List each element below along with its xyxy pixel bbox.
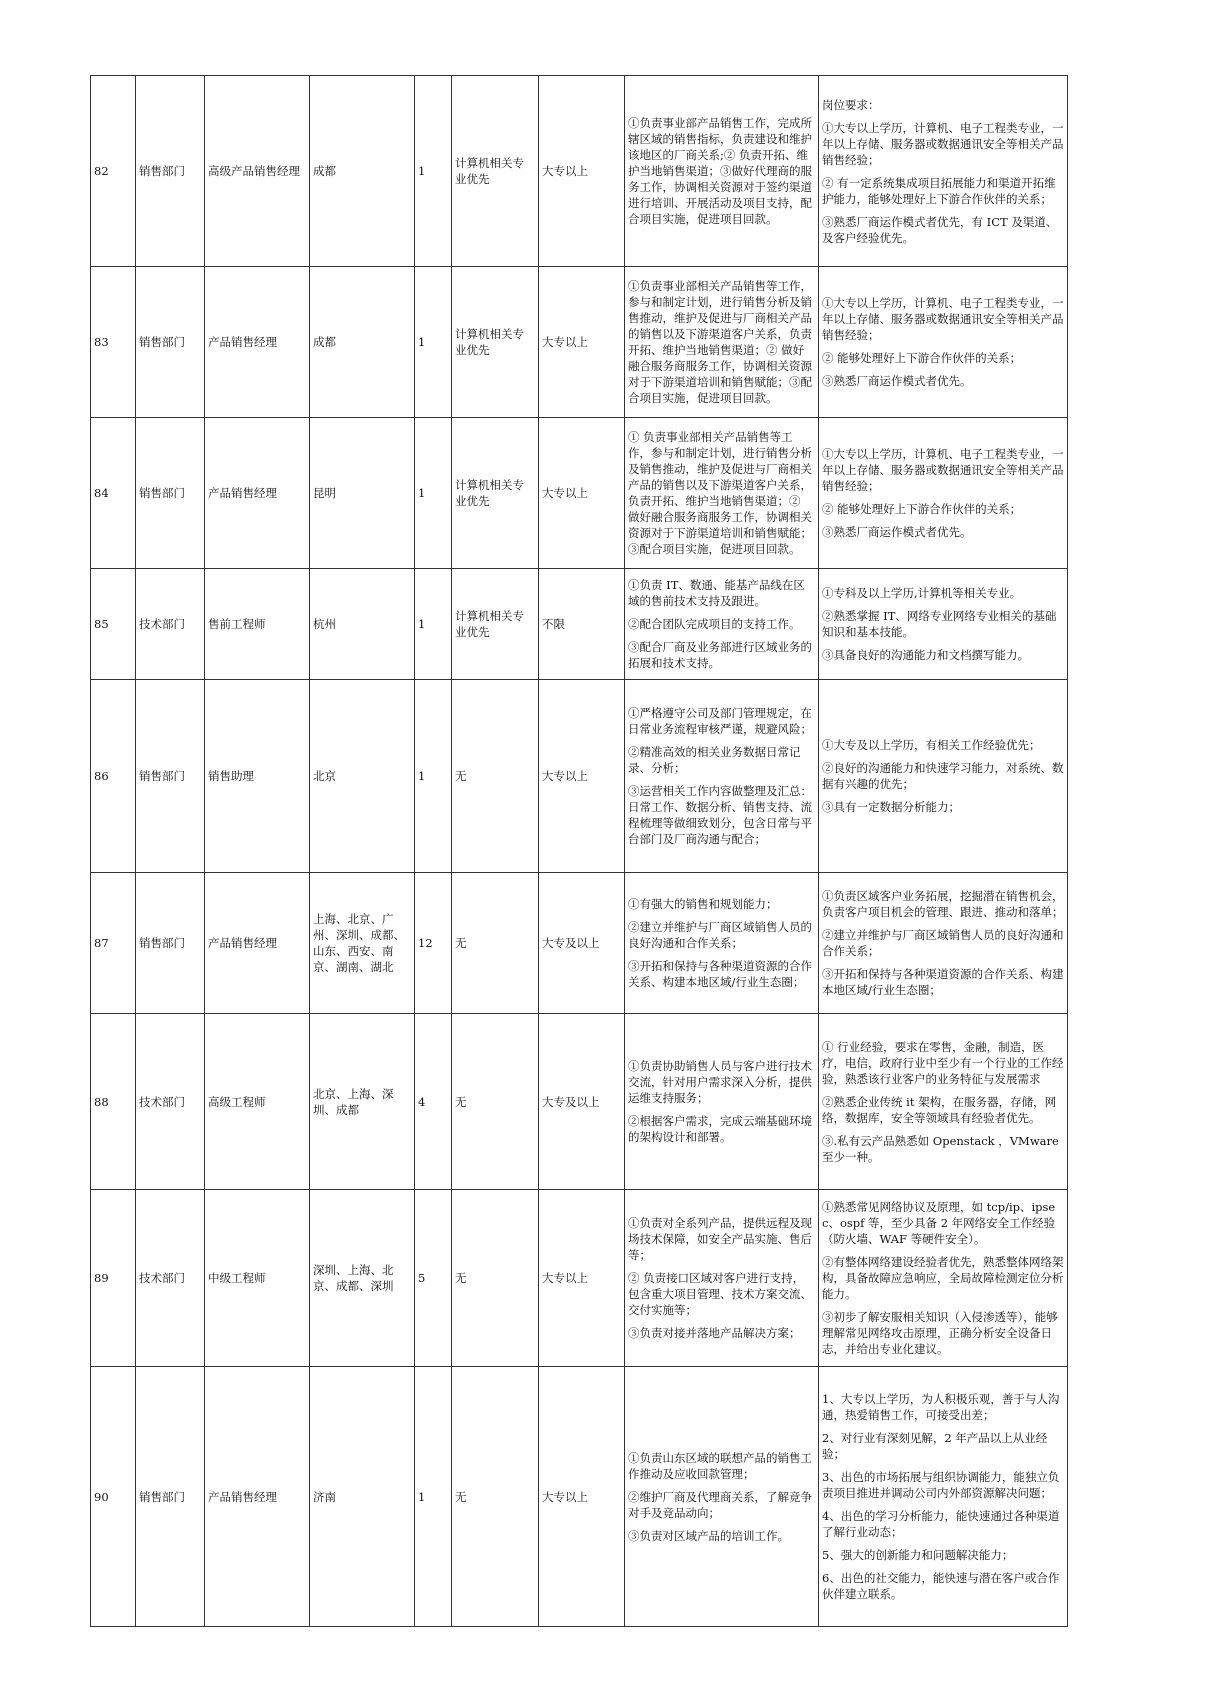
requirement-item: ③初步了解安服相关知识（入侵渗透等），能够理解常见网络攻击原理，正确分析安全设备日志，并给出专业化建议。 (822, 1310, 1058, 1356)
requirement-item: ② 有一定系统集成项目拓展能力和渠道开拓维护能力，能够处理好上下游合作伙伴的关系； (822, 175, 1056, 206)
major-cell: 无 (452, 1190, 539, 1367)
job-title-cell: 产品销售经理 (205, 873, 310, 1014)
requirement-item: 2、对行业有深刻见解，2 年产品以上从业经验； (822, 1431, 1048, 1461)
major-cell: 无 (452, 1014, 539, 1190)
requirement-item: ①大专及以上学历，有相关工作经验优先； (822, 738, 1041, 752)
row-number: 86 (91, 680, 136, 873)
duty-item: ③开拓和保持与各种渠道资源的合作关系、构建本地区域/行业生态圈； (628, 959, 812, 989)
department-cell: 销售部门 (136, 873, 205, 1014)
row-number: 87 (91, 873, 136, 1014)
location-cell: 北京 (310, 680, 415, 873)
requirement-item: 6、出色的社交能力，能快速与潜在客户或合作伙伴建立联系。 (822, 1571, 1060, 1601)
table-row (91, 418, 1068, 569)
department-cell: 销售部门 (136, 267, 205, 418)
requirement-item: ①大专以上学历，计算机、电子工程类专业，一年以上存储、服务器或数据通讯安全等相关产品销售经验； (822, 120, 1064, 167)
requirement-item: ① 行业经验，要求在零售，金融，制造，医疗，电信，政府行业中至少有一个行业的工作经验，熟悉该行业客户的业务特征与发展需求 (822, 1039, 1064, 1086)
duties-cell (625, 1190, 819, 1367)
education-cell: 大专以上 (539, 76, 625, 267)
table-row (91, 680, 1068, 873)
row-number: 90 (91, 1367, 136, 1627)
headcount-cell: 5 (415, 1190, 452, 1367)
education-cell: 大专及以上 (539, 873, 625, 1014)
duty-item: ①负责对全系列产品，提供远程及现场技术保障，如安全产品实施、售后等； (628, 1216, 812, 1262)
major-cell: 无 (452, 873, 539, 1014)
table-row (91, 569, 1068, 680)
requirement-item: 4、出色的学习分析能力，能快速通过各种渠道了解行业动态； (822, 1509, 1060, 1539)
duty-item: ③配合厂商及业务部进行区域业务的拓展和技术支持。 (628, 640, 812, 670)
headcount-cell: 1 (415, 267, 452, 418)
duties-cell (625, 1014, 819, 1190)
location-cell: 成都 (310, 76, 415, 267)
location-cell: 上海、北京、广州、深圳、成都、山东、西安、南京、湖南、湖北 (310, 873, 415, 1014)
duty-item: ①有强大的销售和规划能力； (628, 897, 778, 911)
duty-item: ①负责山东区域的联想产品的销售工作推动及应收回款管理； (628, 1450, 812, 1481)
requirement-item: ②有整体网络建设经验者优先，熟悉整体网络架构，具备故障应急响应，全局故障检测定位分析能力。 (822, 1255, 1064, 1301)
location-cell: 杭州 (310, 569, 415, 680)
requirement-item: ③熟悉厂商运作模式者优先。 (822, 525, 972, 539)
duty-item: ①负责 IT、数通、能基产品线在区域的售前技术支持及跟进。 (628, 578, 805, 608)
duty-item: ②建立并维护与厂商区域销售人员的良好沟通和合作关系； (628, 920, 812, 950)
location-cell: 成都 (310, 267, 415, 418)
duty-item: ②维护厂商及代理商关系，了解竞争对手及竞品动向； (628, 1489, 812, 1520)
requirement-item: ①熟悉常见网络协议及原理，如 tcp/ip、ipsec、ospf 等，至少具备 2 年网络安全工作经验（防火墙、WAF 等硬件安全）。 (822, 1200, 1056, 1246)
requirement-item: ②熟悉掌握 IT、网络专业网络专业相关的基础知识和基本技能。 (822, 609, 1057, 639)
requirement-item: ②良好的沟通能力和快速学习能力，对系统、数据有兴趣的优先； (822, 761, 1064, 791)
education-cell: 大专以上 (539, 1367, 625, 1627)
requirement-item: ③具备良好的沟通能力和文档撰写能力。 (822, 648, 1029, 662)
job-title-cell: 产品销售经理 (205, 267, 310, 418)
job-title-cell: 产品销售经理 (205, 1367, 310, 1627)
requirement-item: ③开拓和保持与各种渠道资源的合作关系、构建本地区域/行业生态圈； (822, 967, 1064, 997)
duties-cell (625, 873, 819, 1014)
department-cell: 销售部门 (136, 680, 205, 873)
job-title-cell: 高级产品销售经理 (205, 76, 310, 267)
requirement-item: ② 能够处理好上下游合作伙伴的关系； (822, 351, 1022, 365)
headcount-cell: 1 (415, 418, 452, 569)
major-cell: 计算机相关专业优先 (452, 267, 539, 418)
department-cell: 销售部门 (136, 418, 205, 569)
table-row (91, 267, 1068, 418)
job-title-cell: 产品销售经理 (205, 418, 310, 569)
requirement-item: ② 能够处理好上下游合作伙伴的关系； (822, 502, 1022, 516)
headcount-cell: 12 (415, 873, 452, 1014)
requirement-item: ③熟悉厂商运作模式者优先。 (822, 374, 972, 388)
duties-cell (625, 267, 819, 418)
headcount-cell: 1 (415, 569, 452, 680)
headcount-cell: 1 (415, 680, 452, 873)
row-number: 82 (91, 76, 136, 267)
headcount-cell: 4 (415, 1014, 452, 1190)
duties-cell (625, 569, 819, 680)
department-cell: 销售部门 (136, 76, 205, 267)
table-row (91, 76, 1068, 267)
requirement-item: ①负责区域客户业务拓展，挖掘潜在销售机会，负责客户项目机会的管理、跟进、推动和落单； (822, 889, 1064, 919)
job-title-cell: 中级工程师 (205, 1190, 310, 1367)
major-cell: 计算机相关专业优先 (452, 76, 539, 267)
duty-item: ①负责协助销售人员与客户进行技术交流，针对用户需求深入分析，提供运维支持服务； (628, 1059, 812, 1105)
row-number: 84 (91, 418, 136, 569)
job-title-cell: 销售助理 (205, 680, 310, 873)
requirement-item: ③.私有云产品熟悉如 Openstack ，VMware 至少一种。 (822, 1133, 1059, 1164)
requirements-cell (819, 680, 1068, 873)
requirements-cell (819, 1367, 1068, 1627)
requirements-cell (819, 1014, 1068, 1190)
department-cell: 销售部门 (136, 1367, 205, 1627)
requirement-item: 5、强大的创新能力和问题解决能力； (822, 1548, 1014, 1562)
requirement-item: 1、大专以上学历，为人积极乐观，善于与人沟通，热爱销售工作，可接受出差； (822, 1392, 1060, 1422)
duty-item: ① 负责事业部相关产品销售等工作，参与和制定计划，进行销售分析及销售推动，维护及促进与厂商相关产品的销售以及下游渠道客户关系，负责开拓、维护当地销售渠道；② 做好融合服务商服务工作，协调相关资源对于下游渠道培训和销售赋能；③配合项目实施，促进项目回款。 (628, 430, 812, 556)
location-cell: 深圳、上海、北京、成都、深圳 (310, 1190, 415, 1367)
duties-cell (625, 76, 819, 267)
duty-item: ①严格遵守公司及部门管理规定，在日常业务流程审核严谨，规避风险； (628, 706, 812, 736)
education-cell: 大专及以上 (539, 1014, 625, 1190)
duty-item: ①负责事业部产品销售工作，完成所辖区域的销售指标，负责建设和维护该地区的厂商关系;② 负责开拓、维护当地销售渠道；③做好代理商的服务工作，协调相关资源对于签约渠道进行培训、开展活动及项目支持，配合项目实施，促进项目回款。 (628, 116, 812, 226)
headcount-cell: 1 (415, 76, 452, 267)
duty-item: ②精准高效的相关业务数据日常记录、分析； (628, 745, 801, 775)
table-row (91, 1190, 1068, 1367)
headcount-cell: 1 (415, 1367, 452, 1627)
location-cell: 济南 (310, 1367, 415, 1627)
major-cell: 无 (452, 680, 539, 873)
duty-item: ③负责对接并落地产品解决方案； (628, 1326, 801, 1340)
department-cell: 技术部门 (136, 1190, 205, 1367)
requirement-item: ①大专以上学历，计算机、电子工程类专业，一年以上存储、服务器或数据通讯安全等相关产品销售经验； (822, 447, 1064, 493)
row-number: 85 (91, 569, 136, 680)
education-cell: 大专以上 (539, 680, 625, 873)
requirement-item: ②建立并维护与厂商区域销售人员的良好沟通和合作关系； (822, 928, 1064, 958)
department-cell: 技术部门 (136, 569, 205, 680)
requirements-cell (819, 873, 1068, 1014)
row-number: 83 (91, 267, 136, 418)
location-cell: 昆明 (310, 418, 415, 569)
requirement-item: ③熟悉厂商运作模式者优先，有 ICT 及渠道、及客户经验优先。 (822, 214, 1058, 245)
duty-item: ②根据客户需求，完成云端基础环境的架构设计和部署。 (628, 1114, 812, 1144)
requirements-cell (819, 569, 1068, 680)
duty-item: ②配合团队完成项目的支持工作。 (628, 617, 801, 631)
row-number: 88 (91, 1014, 136, 1190)
row-number: 89 (91, 1190, 136, 1367)
requirements-label: 岗位要求： (822, 97, 880, 112)
requirements-cell (819, 1190, 1068, 1367)
major-cell: 无 (452, 1367, 539, 1627)
requirements-cell (819, 76, 1068, 267)
requirement-item: ①大专以上学历，计算机、电子工程类专业，一年以上存储、服务器或数据通讯安全等相关产品销售经验； (822, 296, 1064, 342)
duties-cell (625, 1367, 819, 1627)
duty-item: ② 负责接口区域对客户进行支持，包含重大项目管理、技术方案交流、交付实施等； (628, 1271, 812, 1317)
major-cell: 计算机相关专业优先 (452, 569, 539, 680)
duty-item: ③负责对区域产品的培训工作。 (628, 1528, 789, 1543)
table-row (91, 1014, 1068, 1190)
education-cell: 不限 (539, 569, 625, 680)
education-cell: 大专以上 (539, 418, 625, 569)
requirements-cell (819, 418, 1068, 569)
duties-cell (625, 680, 819, 873)
education-cell: 大专以上 (539, 267, 625, 418)
duty-item: ①负责事业部相关产品销售等工作，参与和制定计划，进行销售分析及销售推动，维护及促进与厂商相关产品的销售以及下游渠道客户关系，负责开拓、维护当地销售渠道；② 做好融合服务商服务工作，协调相关资源对于下游渠道培训和销售赋能；③配合项目实施，促进项目回款。 (628, 279, 812, 405)
job-title-cell: 售前工程师 (205, 569, 310, 680)
duty-item: ③运营相关工作内容做整理及汇总：日常工作、数据分析、销售支持、流程梳理等做细致划分，包含日常与平台部门及厂商沟通与配合； (628, 784, 812, 846)
major-cell: 计算机相关专业优先 (452, 418, 539, 569)
requirement-item: ②熟悉企业传统 it 架构，在服务器，存储，网络，数据库，安全等领域具有经验者优先。 (822, 1094, 1057, 1125)
location-cell: 北京、上海、深圳、成都 (310, 1014, 415, 1190)
requirements-cell (819, 267, 1068, 418)
requirement-item: ①专科及以上学历,计算机等相关专业。 (822, 586, 1022, 600)
job-table (90, 75, 1068, 1627)
table-row (91, 873, 1068, 1014)
department-cell: 技术部门 (136, 1014, 205, 1190)
education-cell: 大专以上 (539, 1190, 625, 1367)
duties-cell (625, 418, 819, 569)
requirement-item: ③具有一定数据分析能力； (822, 800, 960, 814)
job-title-cell: 高级工程师 (205, 1014, 310, 1190)
table-row (91, 1367, 1068, 1627)
requirement-item: 3、出色的市场拓展与组织协调能力，能独立负责项目推进并调动公司内外部资源解决问题； (822, 1470, 1060, 1500)
